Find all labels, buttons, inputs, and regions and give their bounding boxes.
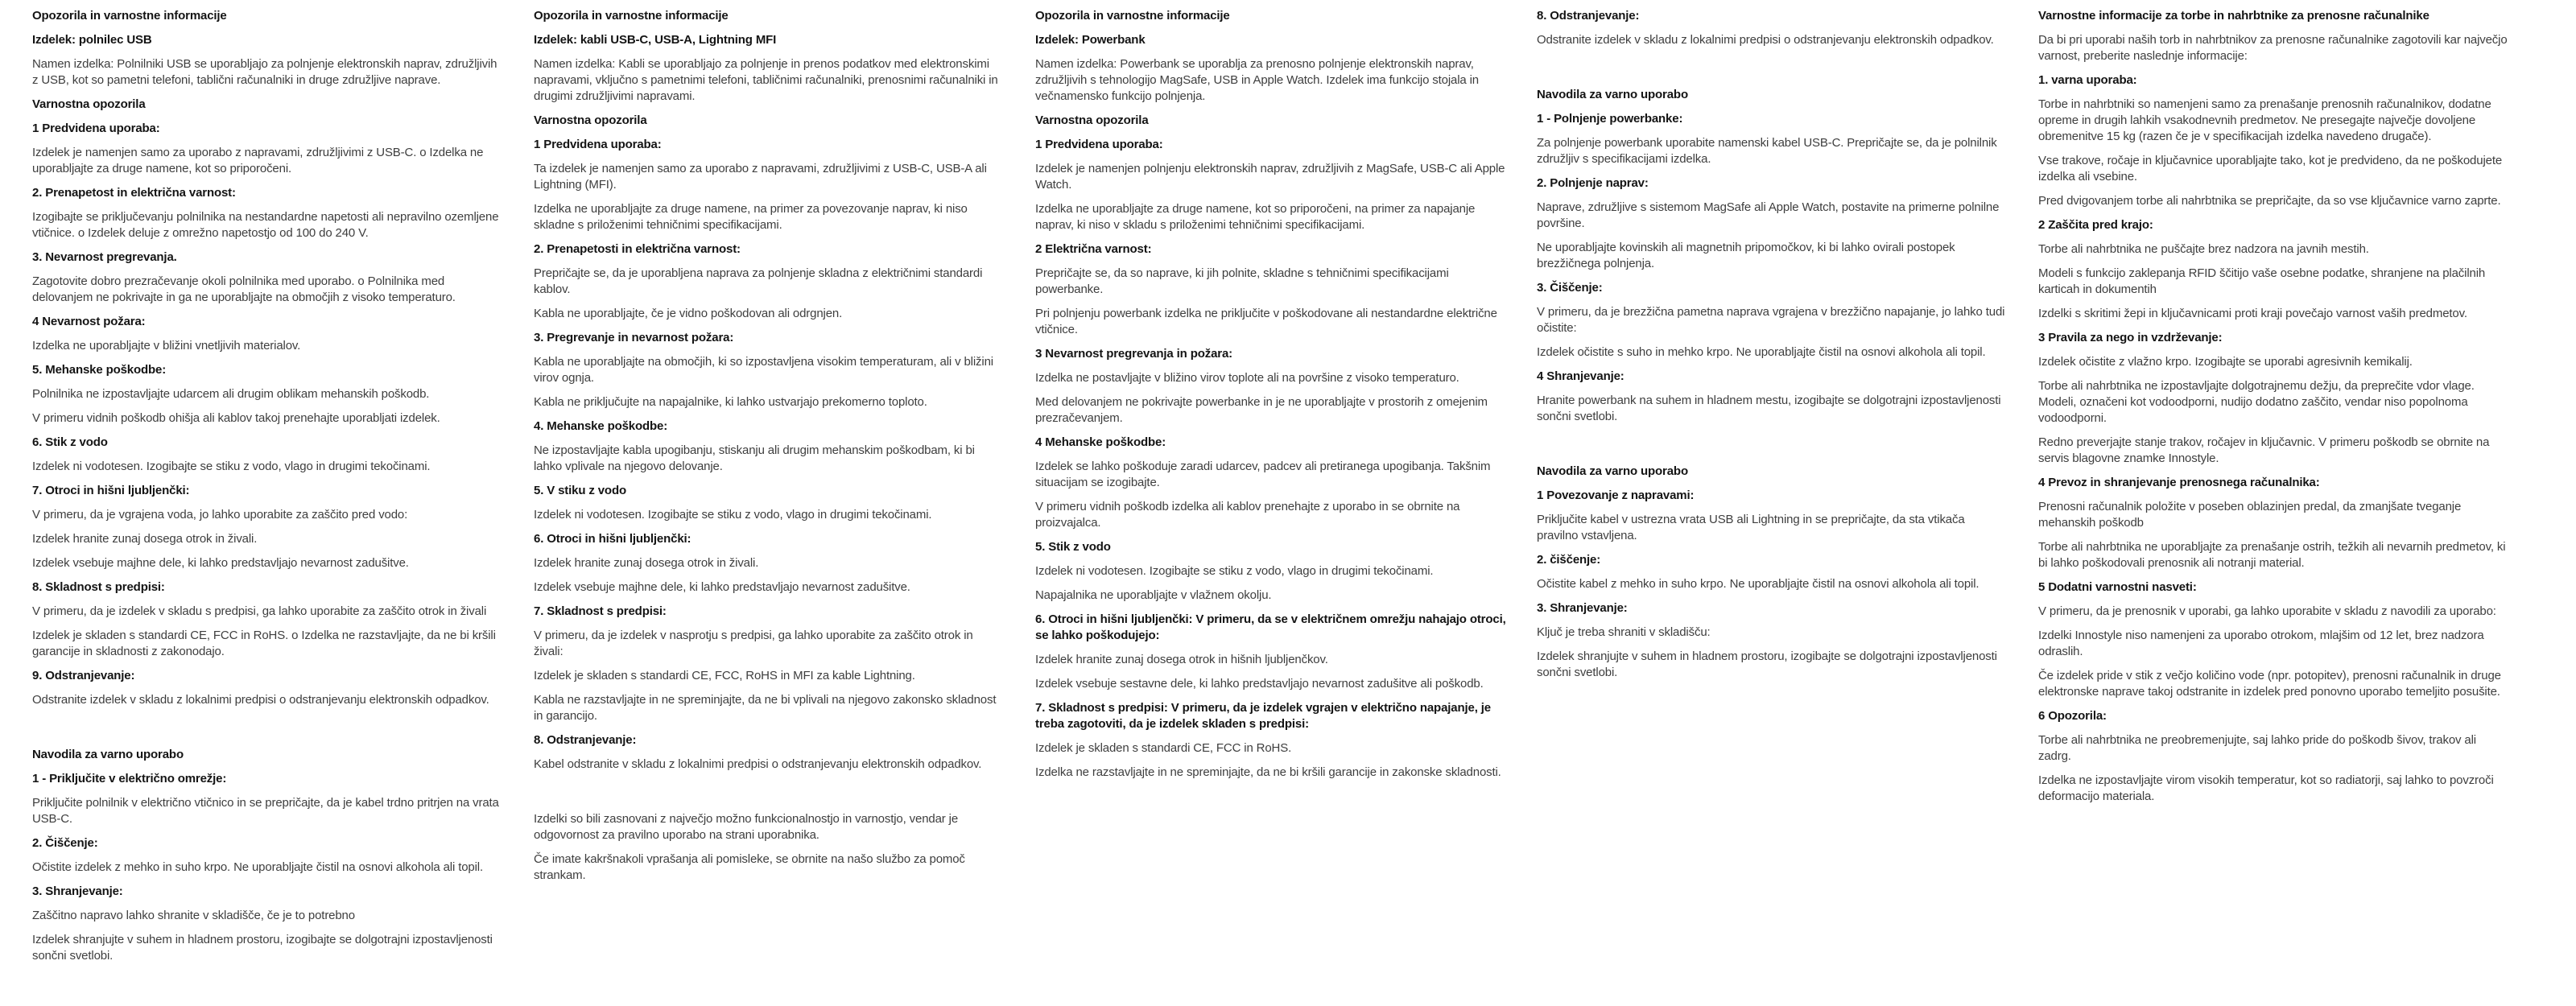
subsection-heading: 3 Pravila za nego in vzdrževanje:	[2038, 331, 2223, 344]
subsection-heading: 4 Mehanske poškodbe:	[1035, 435, 1166, 449]
subsection-heading: Izdelek: Powerbank	[1035, 33, 1146, 47]
paragraph: V primeru vidnih poškodb izdelka ali kablov prenehajte z uporabo in se obrnite na proizvajalca.	[1035, 500, 1460, 530]
text-column-4	[1537, 8, 2008, 689]
paragraph: Izdelek je skladen s standardi CE, FCC in RoHS.	[1035, 741, 1292, 755]
subsection-heading: Izdelek: kabli USB-C, USB-A, Lightning MFI	[534, 33, 777, 47]
paragraph: Izdelki Innostyle niso namenjeni za uporabo otrokom, mlajšim od 12 let, brez nadzora odraslih.	[2038, 629, 2484, 658]
subsection-heading: 4. Mehanske poškodbe:	[534, 419, 668, 433]
section-title: Varnostna opozorila	[1035, 113, 1149, 127]
subsection-heading: 2. čiščenje:	[1537, 553, 1601, 567]
subsection-heading: 6. Otroci in hišni ljubljenčki:	[534, 532, 691, 546]
paragraph: Napajalnika ne uporabljajte v vlažnem okolju.	[1035, 588, 1272, 602]
subsection-heading: 3 Nevarnost pregrevanja in požara:	[1035, 347, 1232, 361]
paragraph: Izdelek vsebuje majhne dele, ki lahko predstavljajo nevarnost zadušitve.	[534, 580, 910, 594]
subsection-heading: 1 Predvidena uporaba:	[534, 138, 662, 151]
subsection-heading: 2. Prenapetosti in električna varnost:	[534, 242, 741, 256]
section-spacer	[1537, 56, 2008, 79]
paragraph: Izdelek vsebuje majhne dele, ki lahko predstavljajo nevarnost zadušitve.	[32, 556, 409, 570]
subsection-heading: 2. Prenapetost in električna varnost:	[32, 186, 236, 200]
section-spacer	[32, 716, 503, 739]
paragraph: Izdelek shranjujte v suhem in hladnem prostoru, izogibajte se dolgotrajni izpostavljenosti sončni svetlobi.	[1537, 649, 1997, 679]
paragraph: Prepričajte se, da je uporabljena naprava za polnjenje skladna z električnimi standardi kablov.	[534, 266, 983, 296]
paragraph: Da bi pri uporabi naših torb in nahrbtnikov za prenosne računalnike zagotovili kar največjo varnost, preberite naslednje informacije:	[2038, 33, 2508, 63]
paragraph: Hranite powerbank na suhem in hladnem mestu, izogibajte se dolgotrajni izpostavljenosti sončni svetlobi.	[1537, 394, 2001, 423]
paragraph: Odstranite izdelek v skladu z lokalnimi predpisi o odstranjevanju elektronskih odpadkov.	[32, 693, 489, 707]
text-column-2	[534, 8, 1005, 892]
paragraph: Kabla ne razstavljajte in ne spreminjajte, da ne bi vplivali na njegovo zakonsko skladnost in garancijo.	[534, 693, 997, 723]
paragraph: Izdelek ni vodotesen. Izogibajte se stiku z vodo, vlago in drugimi tekočinami.	[32, 460, 431, 473]
paragraph: Če izdelek pride v stik z večjo količino vode (npr. potopitev), prenosni računalnik in druge elektronske naprave takoj odstranite in izdelek pred ponovno uporabo temeljito posušite.	[2038, 669, 2501, 699]
subsection-heading: 3. Shranjevanje:	[32, 884, 123, 898]
paragraph: Prenosni računalnik položite v poseben oblazinjen predal, da zmanjšate tveganje mehanskih poškodb	[2038, 500, 2462, 530]
subsection-heading: 4 Shranjevanje:	[1537, 369, 1624, 383]
subsection-heading: 1 Predvidena uporaba:	[32, 122, 160, 135]
paragraph: Izdelek se lahko poškoduje zaradi udarcev, padcev ali pretiranega upogibanja. Takšnim situacijam se izogibajte.	[1035, 460, 1491, 489]
paragraph: Torbe ali nahrbtnika ne puščajte brez nadzora na javnih mestih.	[2038, 242, 2369, 256]
subsection-heading: 6. Otroci in hišni ljubljenčki: V primeru, da se v električnem omrežju nahajajo otroci, se lahko poškodujejo:	[1035, 612, 1506, 642]
subsection-heading: 8. Odstranjevanje:	[534, 733, 637, 747]
paragraph: Izdelka ne razstavljajte in ne spreminjajte, da ne bi kršili garancije in zakonske skladnosti.	[1035, 765, 1501, 779]
paragraph: Torbe ali nahrbtnika ne uporabljajte za prenašanje ostrih, težkih ali nevarnih predmetov, ki bi lahko poškodovali prenosnik ali notranji material.	[2038, 540, 2506, 570]
paragraph: Izdelek shranjujte v suhem in hladnem prostoru, izogibajte se dolgotrajni izpostavljenosti sončni svetlobi.	[32, 933, 493, 963]
paragraph: Kabla ne uporabljajte, če je vidno poškodovan ali odrgnjen.	[534, 307, 843, 320]
paragraph: Izdelka ne izpostavljajte virom visokih temperatur, kot so radiatorji, saj lahko to povzroči deformacijo materiala.	[2038, 773, 2494, 803]
subsection-heading: 9. Odstranjevanje:	[32, 669, 135, 682]
subsection-heading: 5. Mehanske poškodbe:	[32, 363, 167, 377]
subsection-heading: 1 - Priključite v električno omrežje:	[32, 772, 227, 785]
paragraph: Če imate kakršnakoli vprašanja ali pomisleke, se obrnite na našo službo za pomoč strankam.	[534, 852, 965, 882]
text-column-5	[2038, 8, 2509, 813]
subsection-heading: 5. V stiku z vodo	[534, 484, 626, 497]
subsection-heading: 3. Shranjevanje:	[1537, 601, 1628, 615]
paragraph: Izdelek hranite zunaj dosega otrok in hišnih ljubljenčkov.	[1035, 653, 1328, 666]
paragraph: Izdelek ni vodotesen. Izogibajte se stiku z vodo, vlago in drugimi tekočinami.	[534, 508, 932, 522]
subsection-heading: 2 Zaščita pred krajo:	[2038, 218, 2153, 232]
subsection-heading: 6. Stik z vodo	[32, 435, 108, 449]
paragraph: Izdelek je namenjen polnjenju elektronskih naprav, združljivih z MagSafe, USB-C ali Apple Watch.	[1035, 162, 1505, 192]
paragraph: Izdelek je skladen s standardi CE, FCC in RoHS. o Izdelka ne razstavljajte, da ne bi kršili garancije in skladnosti z zakonodajo.	[32, 629, 496, 658]
paragraph: Torbe ali nahrbtnika ne preobremenjujte, saj lahko pride do poškodb šivov, trakov ali zadrg.	[2038, 733, 2476, 763]
paragraph: Za polnjenje powerbank uporabite namenski kabel USB-C. Prepričajte se, da je polnilnik združljiv s specifikacijami izdelka.	[1537, 136, 1997, 166]
paragraph: Izdelka ne uporabljajte v bližini vnetljivih materialov.	[32, 339, 301, 353]
paragraph: V primeru, da je izdelek v nasprotju s predpisi, ga lahko uporabite za zaščito otrok in živali:	[534, 629, 973, 658]
paragraph: Ne uporabljajte kovinskih ali magnetnih pripomočkov, ki bi lahko ovirali postopek brezžičnega polnjenja.	[1537, 241, 1955, 270]
subsection-heading: 4 Nevarnost požara:	[32, 315, 146, 328]
paragraph: Izdelek hranite zunaj dosega otrok in živali.	[534, 556, 759, 570]
paragraph: Namen izdelka: Powerbank se uporablja za prenosno polnjenje elektronskih naprav, združljivih s tehnologijo MagSafe, USB in Apple Watch. Izdelek ima funkcijo stojala in večnamensko funkcijo polnjenja.	[1035, 57, 1479, 103]
subsection-heading: 2. Čiščenje:	[32, 836, 98, 850]
paragraph: Zagotovite dobro prezračevanje okoli polnilnika med uporabo. o Polnilnika med delovanjem ne pokrivajte in ga ne uporabljajte na območjih z visoko temperaturo.	[32, 274, 456, 304]
section-spacer	[1537, 433, 2008, 456]
paragraph: Izogibajte se priključevanju polnilnika na nestandardne napetosti ali nepravilno ozemljene vtičnice. o Izdelek deluje z omrežno napetostjo od 100 do 240 V.	[32, 210, 499, 240]
paragraph: Priključite polnilnik v električno vtičnico in se prepričajte, da je kabel trdno pritrjen na vrata USB-C.	[32, 796, 499, 826]
paragraph: Polnilnika ne izpostavljajte udarcem ali drugim oblikam mehanskih poškodb.	[32, 387, 430, 401]
paragraph: Izdelki s skritimi žepi in ključavnicami proti kraji povečajo varnost vaših predmetov.	[2038, 307, 2467, 320]
paragraph: Prepričajte se, da so naprave, ki jih polnite, skladne s tehničnimi specifikacijami powerbanke.	[1035, 266, 1449, 296]
section-title: Opozorila in varnostne informacije	[1035, 9, 1230, 23]
paragraph: Očistite izdelek z mehko in suho krpo. Ne uporabljajte čistil na osnovi alkohola ali topil.	[32, 860, 483, 874]
paragraph: Odstranite izdelek v skladu z lokalnimi predpisi o odstranjevanju elektronskih odpadkov.	[1537, 33, 1994, 47]
paragraph: Naprave, združljive s sistemom MagSafe ali Apple Watch, postavite na primerne polnilne površine.	[1537, 200, 2000, 230]
paragraph: Pri polnjenju powerbank izdelka ne priključite v poškodovane ali nestandardne električne vtičnice.	[1035, 307, 1497, 336]
paragraph: V primeru, da je vgrajena voda, jo lahko uporabite za zaščito pred vodo:	[32, 508, 408, 522]
section-title: Navodila za varno uporabo	[1537, 464, 1688, 478]
section-title: Varnostna opozorila	[32, 97, 146, 111]
subsection-heading: 1 Povezovanje z napravami:	[1537, 489, 1695, 502]
paragraph: Izdelka ne uporabljajte za druge namene, na primer za povezovanje naprav, ki niso skladne s priloženimi tehničnimi specifikacijami.	[534, 202, 968, 232]
paragraph: Vse trakove, ročaje in ključavnice uporabljajte tako, kot je predvideno, da ne poškodujete izdelka ali vsebine.	[2038, 154, 2503, 183]
paragraph: Očistite kabel z mehko in suho krpo. Ne uporabljajte čistil na osnovi alkohola ali topil.	[1537, 577, 1979, 591]
paragraph: Izdelek ni vodotesen. Izogibajte se stiku z vodo, vlago in drugimi tekočinami.	[1035, 564, 1434, 578]
subsection-heading: 2 Električna varnost:	[1035, 242, 1152, 256]
subsection-heading: 7. Otroci in hišni ljubljenčki:	[32, 484, 190, 497]
paragraph: Torbe ali nahrbtnika ne izpostavljajte dolgotrajnemu dežju, da preprečite vdor vlage. Modeli, označeni kot vodoodporni, nudijo dodatno zaščito, vendar niso popolnoma vodoodporni.	[2038, 379, 2475, 425]
paragraph: Torbe in nahrbtniki so namenjeni samo za prenašanje prenosnih računalnikov, dodatne opreme in drugih lahkih vsakodnevnih predmetov. Ne presegajte največje dovoljene obremenitve 15 kg (razen če je v specifikacijah izdelka navedeno drugače).	[2038, 97, 2491, 143]
subsection-heading: 3. Pregrevanje in nevarnost požara:	[534, 331, 734, 344]
subsection-heading: 3. Nevarnost pregrevanja.	[32, 250, 177, 264]
paragraph: Kabel odstranite v skladu z lokalnimi predpisi o odstranjevanju elektronskih odpadkov.	[534, 757, 982, 771]
section-title: Varnostna opozorila	[534, 113, 647, 127]
subsection-heading: 1 Predvidena uporaba:	[1035, 138, 1163, 151]
section-title: Navodila za varno uporabo	[32, 748, 184, 761]
paragraph: V primeru vidnih poškodb ohišja ali kablov takoj prenehajte uporabljati izdelek.	[32, 411, 440, 425]
subsection-heading: 1. varna uporaba:	[2038, 73, 2137, 87]
subsection-heading: Izdelek: polnilec USB	[32, 33, 152, 47]
section-title: Opozorila in varnostne informacije	[534, 9, 729, 23]
paragraph: V primeru, da je brezžična pametna naprava vgrajena v brezžično napajanje, jo lahko tudi očistite:	[1537, 305, 2005, 335]
paragraph: V primeru, da je prenosnik v uporabi, ga lahko uporabite v skladu z navodili za uporabo:	[2038, 604, 2496, 618]
subsection-heading: 8. Odstranjevanje:	[1537, 9, 1640, 23]
subsection-heading: 8. Skladnost s predpisi:	[32, 580, 165, 594]
paragraph: Kabla ne uporabljajte na območjih, ki so izpostavljena visokim temperaturam, ali v bližini virov ognja.	[534, 355, 993, 385]
subsection-heading: 2. Polnjenje naprav:	[1537, 176, 1649, 190]
paragraph: Izdelka ne uporabljajte za druge namene, kot so priporočeni, na primer za napajanje naprav, ki niso v skladu s priloženimi tehničnimi specifikacijami.	[1035, 202, 1476, 232]
paragraph: Izdelek očistite s suho in mehko krpo. Ne uporabljajte čistil na osnovi alkohola ali topil.	[1537, 345, 1986, 359]
paragraph: Ključ je treba shraniti v skladišču:	[1537, 625, 1711, 639]
paragraph: Izdelek očistite z vlažno krpo. Izogibajte se uporabi agresivnih kemikalij.	[2038, 355, 2413, 369]
paragraph: Med delovanjem ne pokrivajte powerbanke in je ne uporabljajte v prostorih z omejenim prezračevanjem.	[1035, 395, 1488, 425]
paragraph: Namen izdelka: Polnilniki USB se uporabljajo za polnjenje elektronskih naprav, združljivih z USB, kot so pametni telefoni, tablični računalniki in druge združljive naprave.	[32, 57, 497, 87]
text-column-1	[32, 8, 503, 972]
paragraph: Zaščitno napravo lahko shranite v skladišče, če je to potrebno	[32, 909, 355, 922]
paragraph: Redno preverjajte stanje trakov, ročajev in ključavnic. V primeru poškodb se obrnite na servis blagovne znamke Innostyle.	[2038, 435, 2490, 465]
section-title: Varnostne informacije za torbe in nahrbtnike za prenosne računalnike	[2038, 9, 2429, 23]
paragraph: Kabla ne priključujte na napajalnike, ki lahko ustvarjajo prekomerno toploto.	[534, 395, 927, 409]
paragraph: Modeli s funkcijo zaklepanja RFID ščitijo vaše osebne podatke, shranjene na plačilnih karticah in dokumentih	[2038, 266, 2486, 296]
paragraph: Izdelki so bili zasnovani z največjo možno funkcionalnostjo in varnostjo, vendar je odgovornost za pravilno uporabo na strani uporabnika.	[534, 812, 959, 842]
paragraph: Izdelka ne postavljajte v bližino virov toplote ali na površine z visoko temperaturo.	[1035, 371, 1459, 385]
subsection-heading: 6 Opozorila:	[2038, 709, 2107, 723]
subsection-heading: 4 Prevoz in shranjevanje prenosnega računalnika:	[2038, 476, 2320, 489]
section-title: Navodila za varno uporabo	[1537, 88, 1688, 101]
subsection-heading: 1 - Polnjenje powerbanke:	[1537, 112, 1683, 126]
section-title: Opozorila in varnostne informacije	[32, 9, 227, 23]
subsection-heading: 7. Skladnost s predpisi: V primeru, da je izdelek vgrajen v električno napajanje, je treba zagotoviti, da je izdelek skladen s predpisi:	[1035, 701, 1491, 731]
subsection-heading: 5 Dodatni varnostni nasveti:	[2038, 580, 2197, 594]
paragraph: Pred dvigovanjem torbe ali nahrbtnika se prepričajte, da so vse ključavnice varno zaprte.	[2038, 194, 2501, 208]
paragraph: Izdelek je skladen s standardi CE, FCC, RoHS in MFI za kable Lightning.	[534, 669, 915, 682]
subsection-heading: 5. Stik z vodo	[1035, 540, 1111, 554]
section-spacer	[534, 781, 1005, 803]
paragraph: Namen izdelka: Kabli se uporabljajo za polnjenje in prenos podatkov med elektronskimi napravami, vključno s pametnimi telefoni, tabličnimi računalniki, prenosnimi računalniki in drugimi združljivimi napravami.	[534, 57, 998, 103]
subsection-heading: 7. Skladnost s predpisi:	[534, 604, 667, 618]
paragraph: Priključite kabel v ustrezna vrata USB ali Lightning in se prepričajte, da sta vtikača pravilno vstavljena.	[1537, 513, 1965, 542]
paragraph: Ta izdelek je namenjen samo za uporabo z napravami, združljivimi z USB-C, USB-A ali Lightning (MFI).	[534, 162, 987, 192]
paragraph: Ne izpostavljajte kabla upogibanju, stiskanju ali drugim mehanskim poškodbam, ki bi lahko vplivale na njegovo delovanje.	[534, 443, 975, 473]
paragraph: Izdelek hranite zunaj dosega otrok in živali.	[32, 532, 258, 546]
paragraph: V primeru, da je izdelek v skladu s predpisi, ga lahko uporabite za zaščito otrok in živali	[32, 604, 487, 618]
paragraph: Izdelek vsebuje sestavne dele, ki lahko predstavljajo nevarnost zadušitve ali poškodb.	[1035, 677, 1484, 691]
paragraph: Izdelek je namenjen samo za uporabo z napravami, združljivimi z USB-C. o Izdelka ne uporabljajte za druge namene, kot so priporočeni.	[32, 146, 484, 175]
subsection-heading: 3. Čiščenje:	[1537, 281, 1603, 295]
text-column-3	[1035, 8, 1506, 789]
